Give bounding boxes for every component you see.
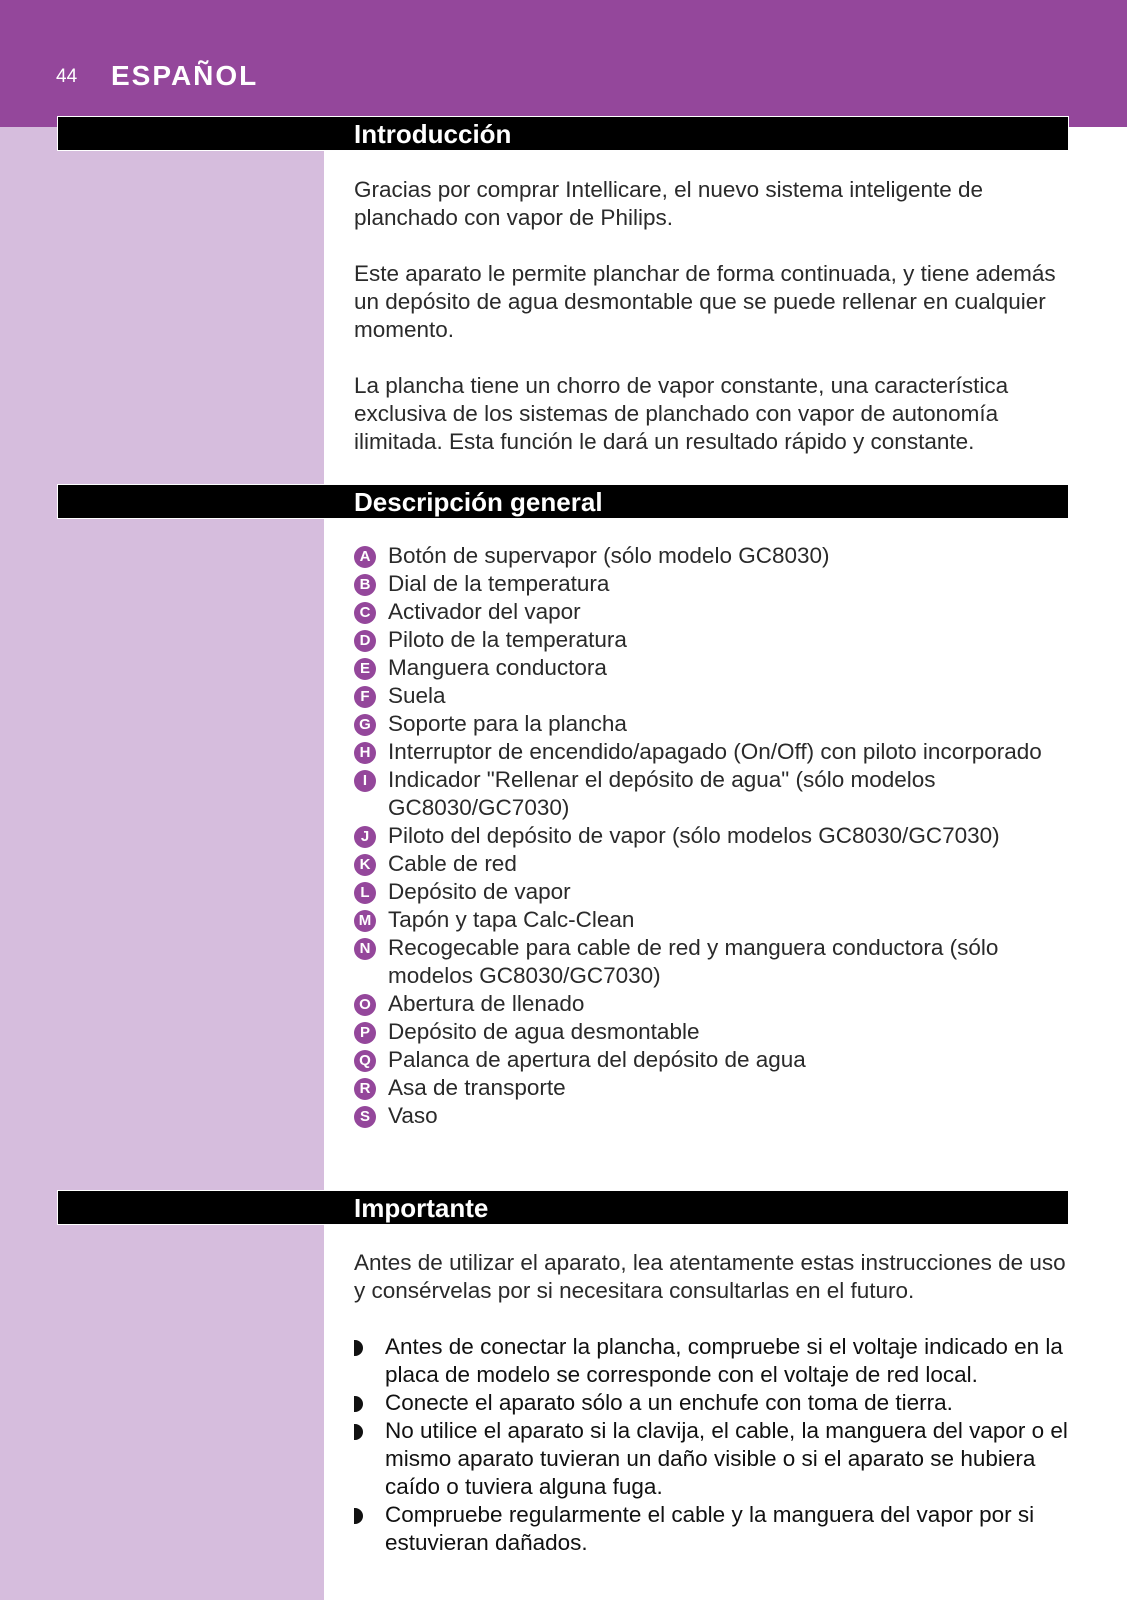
bullet-icon [354, 1424, 363, 1440]
bullet-icon [354, 1340, 363, 1356]
section-title: Introducción [354, 119, 512, 149]
item-text: Dial de la temperatura [388, 571, 610, 596]
letter-badge: J [354, 826, 376, 848]
section-heading-descripcion [57, 484, 1069, 519]
important-intro: Antes de utilizar el aparato, lea atentamente estas instrucciones de uso y consérvelas por si necesitara consultarlas en el futuro. [354, 1250, 1066, 1303]
list-item [354, 682, 1069, 710]
item-text: Piloto de la temperatura [388, 627, 627, 652]
list-item [354, 1102, 1069, 1130]
letter-badge: P [354, 1022, 376, 1044]
list-item [354, 626, 1069, 654]
list-item [354, 738, 1069, 766]
item-text: Recogecable para cable de red y manguera conductora (sólo modelos GC8030/GC7030) [388, 935, 999, 988]
warning-text: Compruebe regularmente el cable y la manguera del vapor por si estuvieran dañados. [385, 1502, 1035, 1555]
intro-paragraph: Este aparato le permite planchar de forma continuada, y tiene además un depósito de agua desmontable que se puede rellenar en cualquier momento. [354, 261, 1056, 342]
item-text: Asa de transporte [388, 1075, 566, 1100]
item-text: Suela [388, 683, 446, 708]
letter-badge: O [354, 994, 376, 1016]
letter-badge: S [354, 1106, 376, 1128]
letter-badge: K [354, 854, 376, 876]
item-text: Botón de supervapor (sólo modelo GC8030) [388, 543, 830, 568]
letter-badge: R [354, 1078, 376, 1100]
header-band [0, 0, 1127, 127]
list-item [354, 878, 1069, 906]
item-text: Palanca de apertura del depósito de agua [388, 1047, 806, 1072]
letter-badge: Q [354, 1050, 376, 1072]
letter-badge: F [354, 686, 376, 708]
letter-badge: N [354, 938, 376, 960]
letter-badge: A [354, 546, 376, 568]
bullet-icon [354, 1508, 363, 1524]
language-title: ESPAÑOL [111, 60, 259, 91]
list-item [354, 654, 1069, 682]
list-item [354, 906, 1069, 934]
list-item [354, 990, 1069, 1018]
item-text: Cable de red [388, 851, 517, 876]
list-item [354, 570, 1069, 598]
letter-badge: D [354, 630, 376, 652]
letter-badge: E [354, 658, 376, 680]
letter-badge: G [354, 714, 376, 736]
side-column [0, 127, 324, 1600]
letter-badge: M [354, 910, 376, 932]
item-text: Piloto del depósito de vapor (sólo modelos GC8030/GC7030) [388, 823, 1000, 848]
list-item [354, 1389, 1069, 1417]
item-text: Abertura de llenado [388, 991, 585, 1016]
item-text: Interruptor de encendido/apagado (On/Off) con piloto incorporado [388, 739, 1042, 764]
list-item [354, 710, 1069, 738]
section-title: Descripción general [354, 487, 603, 517]
list-item [354, 822, 1069, 850]
list-item [354, 1333, 1069, 1389]
item-text: Depósito de vapor [388, 879, 571, 904]
item-text: Depósito de agua desmontable [388, 1019, 700, 1044]
item-text: Tapón y tapa Calc-Clean [388, 907, 635, 932]
letter-badge: C [354, 602, 376, 624]
list-item [354, 1046, 1069, 1074]
section-heading-introduccion [57, 116, 1069, 151]
list-item [354, 850, 1069, 878]
intro-paragraph: La plancha tiene un chorro de vapor constante, una característica exclusiva de los sistemas de planchado con vapor de autonomía ilimitada. Esta función le dará un resultado rápido y constante. [354, 373, 1009, 454]
list-item [354, 1018, 1069, 1046]
list-item [354, 1417, 1069, 1501]
list-item [354, 1074, 1069, 1102]
letter-badge: I [354, 770, 376, 792]
warning-text: No utilice el aparato si la clavija, el cable, la manguera del vapor o el mismo aparato tuvieran un daño visible o si el aparato se hubiera caído o tuviera alguna fuga. [385, 1418, 1068, 1499]
list-item [354, 598, 1069, 626]
page-number: 44 [56, 66, 78, 87]
item-text: Indicador "Rellenar el depósito de agua" (sólo modelos GC8030/GC7030) [388, 767, 936, 820]
section-title: Importante [354, 1193, 489, 1223]
list-item [354, 934, 1069, 990]
item-text: Vaso [388, 1103, 438, 1128]
warning-text: Conecte el aparato sólo a un enchufe con toma de tierra. [385, 1390, 953, 1415]
item-text: Manguera conductora [388, 655, 607, 680]
bullet-icon [354, 1396, 363, 1412]
section-heading-importante [57, 1190, 1069, 1225]
list-item [354, 542, 1069, 570]
letter-badge: H [354, 742, 376, 764]
list-item [354, 1501, 1069, 1557]
parts-list [354, 542, 1069, 1130]
intro-content [354, 176, 1069, 484]
item-text: Soporte para la plancha [388, 711, 627, 736]
warning-text: Antes de conectar la plancha, compruebe si el voltaje indicado en la placa de modelo se corresponde con el voltaje de red local. [385, 1334, 1063, 1387]
item-text: Activador del vapor [388, 599, 581, 624]
list-item [354, 766, 1069, 822]
parts-list-content [354, 542, 1069, 1130]
important-content [354, 1249, 1069, 1557]
letter-badge: L [354, 882, 376, 904]
intro-paragraph: Gracias por comprar Intellicare, el nuevo sistema inteligente de planchado con vapor de Philips. [354, 177, 984, 230]
warnings-list [354, 1333, 1069, 1557]
letter-badge: B [354, 574, 376, 596]
